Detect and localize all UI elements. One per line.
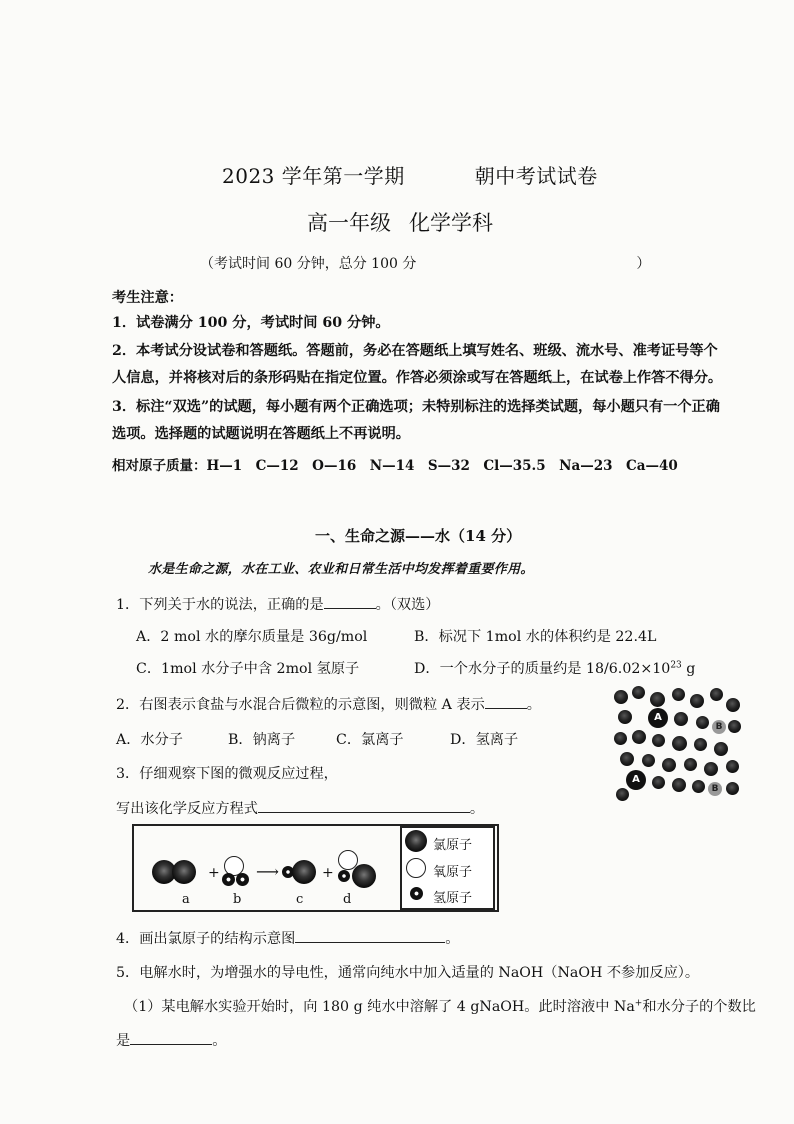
option-d-unit: g bbox=[681, 661, 696, 677]
notice-item-3-line-2: 选项。选择题的试题说明在答题纸上不再说明。 bbox=[112, 426, 410, 442]
chlorine-atom bbox=[172, 860, 196, 884]
exam-subtitle bbox=[307, 207, 493, 237]
particle bbox=[726, 782, 739, 795]
exam-info-close: ） bbox=[636, 256, 651, 272]
particle-b-label: B bbox=[708, 782, 722, 796]
particle bbox=[652, 776, 665, 789]
particle bbox=[632, 730, 646, 744]
answer-prefix: 是 bbox=[116, 1033, 131, 1049]
question-1-suffix: 。（双选） bbox=[375, 597, 440, 613]
particle bbox=[726, 698, 740, 712]
question-1-option-c: C．1mol 水分子中含 2mol 氢原子 bbox=[136, 661, 360, 677]
particle bbox=[710, 688, 723, 701]
hydrogen-atom bbox=[338, 870, 350, 882]
particle bbox=[632, 686, 645, 699]
particle bbox=[642, 754, 655, 767]
exam-info bbox=[200, 253, 650, 273]
hydrogen-legend-icon bbox=[410, 887, 423, 900]
particle-a-label: A bbox=[626, 770, 646, 790]
particle bbox=[650, 692, 665, 707]
answer-suffix: 。 bbox=[212, 1033, 227, 1049]
question-4-suffix: 。 bbox=[445, 931, 460, 947]
question-1-stem bbox=[116, 594, 440, 614]
section-title: 一、生命之源——水（14 分） bbox=[315, 527, 522, 545]
hydrogen-atom bbox=[236, 873, 249, 886]
particle bbox=[690, 694, 704, 708]
particle bbox=[672, 688, 685, 701]
product-c-label: c bbox=[296, 892, 304, 907]
particle bbox=[674, 712, 688, 726]
oxygen-legend-icon bbox=[406, 858, 426, 878]
question-2-option-b: B．钠离子 bbox=[228, 732, 296, 748]
exam-grade: 高一年级 bbox=[307, 211, 391, 235]
question-3-line-1: 3．仔细观察下图的微观反应过程， bbox=[116, 766, 338, 782]
plus-sign: + bbox=[208, 865, 220, 881]
question-4-stem bbox=[116, 928, 459, 948]
exam-info-text: （考试时间 60 分钟，总分 100 分 bbox=[200, 256, 417, 272]
particle bbox=[694, 738, 707, 751]
sodium-charge: + bbox=[634, 998, 643, 1009]
particle bbox=[616, 788, 629, 801]
section-intro: 水是生命之源，水在工业、农业和日常生活中均发挥着重要作用。 bbox=[148, 562, 534, 577]
chlorine-atom bbox=[352, 864, 376, 888]
question-5-sub-1-answer bbox=[116, 1030, 226, 1050]
question-5-sub-1 bbox=[124, 996, 756, 1016]
notice-item-1: 1．试卷满分 100 分，考试时间 60 分钟。 bbox=[112, 315, 390, 331]
question-2-option-a: A．水分子 bbox=[116, 732, 183, 748]
question-2-text: 2．右图表示食盐与水混合后微粒的示意图，则微粒 A 表示 bbox=[116, 697, 485, 713]
particle bbox=[726, 760, 739, 773]
notice-item-2-line-1: 2．本考试分设试卷和答题纸。答题前，务必在答题纸上填写姓名、班级、流水号、准考证号等个 bbox=[112, 343, 718, 359]
question-2-suffix: 。 bbox=[526, 697, 541, 713]
legend-oxygen-label: 氧原子 bbox=[433, 865, 473, 880]
salt-water-particle-figure bbox=[612, 686, 742, 804]
answer-blank bbox=[485, 694, 527, 709]
particle bbox=[684, 758, 697, 771]
particle bbox=[672, 778, 686, 792]
question-1-option-d bbox=[414, 658, 695, 678]
notice-item-2-line-2: 人信息，并将核对后的条形码贴在指定位置。作答必须涂或写在答题纸上，在试卷上作答不得分。 bbox=[112, 370, 723, 386]
particle bbox=[620, 752, 634, 766]
product-d-label: d bbox=[343, 892, 352, 907]
particle bbox=[672, 736, 687, 751]
particle bbox=[652, 734, 665, 747]
question-2-stem bbox=[116, 694, 541, 714]
question-1-text: 1．下列关于水的说法，正确的是 bbox=[116, 597, 324, 613]
particle bbox=[614, 690, 628, 704]
option-d-base: D．一个水分子的质量约是 18/6.02×10 bbox=[414, 661, 671, 677]
exam-title-type: 朝中考试试卷 bbox=[474, 164, 598, 188]
question-5-stem: 5．电解水时，为增强水的导电性，通常向纯水中加入适量的 NaOH（NaOH 不参加反应）。 bbox=[116, 965, 700, 981]
question-3-line-2 bbox=[116, 798, 484, 818]
particle bbox=[696, 716, 709, 729]
answer-blank bbox=[258, 798, 470, 813]
option-d-exponent: 23 bbox=[670, 660, 682, 671]
particle bbox=[692, 780, 705, 793]
question-1-option-b: B．标况下 1mol 水的体积约是 22.4L bbox=[414, 629, 657, 645]
notice-heading: 考生注意： bbox=[112, 290, 183, 306]
particle bbox=[614, 732, 627, 745]
answer-blank bbox=[130, 1030, 212, 1045]
plus-sign: + bbox=[322, 865, 334, 881]
question-2-option-d: D．氢离子 bbox=[450, 732, 519, 748]
question-4-text: 4．画出氯原子的结构示意图 bbox=[116, 931, 296, 947]
particle-a-label: A bbox=[648, 708, 668, 728]
atomic-masses: 相对原子质量：H—1 C—12 O—16 N—14 S—32 Cl—35.5 Na—23 Ca—40 bbox=[112, 458, 678, 474]
reactant-b-label: b bbox=[233, 892, 242, 907]
reactant-a-label: a bbox=[182, 892, 190, 907]
answer-blank bbox=[295, 928, 445, 943]
exam-subject: 化学学科 bbox=[409, 211, 493, 235]
notice-item-3-line-1: 3．标注“双选”的试题，每小题有两个正确选项；未特别标注的选择类试题，每小题只有一个正确 bbox=[112, 399, 720, 415]
question-3-text: 写出该化学反应方程式 bbox=[116, 801, 258, 817]
hydrogen-atom bbox=[222, 873, 235, 886]
answer-blank bbox=[324, 594, 376, 609]
exam-title-term: 2023 学年第一学期 bbox=[222, 164, 405, 188]
particle bbox=[714, 742, 728, 756]
chlorine-atom bbox=[292, 860, 316, 884]
question-3-suffix: 。 bbox=[469, 801, 485, 817]
exam-title bbox=[222, 160, 598, 189]
question-5-sub-1-text: （1）某电解水实验开始时，向 180 g 纯水中溶解了 4 gNaOH。此时溶液中 Na bbox=[124, 999, 635, 1015]
chlorine-legend-icon bbox=[405, 830, 427, 852]
question-1-option-a: A．2 mol 水的摩尔质量是 36g/mol bbox=[136, 629, 368, 645]
legend-chlorine-label: 氯原子 bbox=[433, 838, 473, 853]
particle-b-label: B bbox=[712, 720, 726, 734]
question-2-option-c: C．氯离子 bbox=[336, 732, 404, 748]
reaction-arrow: ⟶ bbox=[256, 862, 279, 881]
particle bbox=[728, 720, 741, 733]
particle bbox=[618, 710, 632, 724]
particle bbox=[704, 762, 718, 776]
legend-hydrogen-label: 氢原子 bbox=[433, 891, 473, 906]
particle bbox=[662, 758, 676, 772]
question-5-sub-1-tail: 和水分子的个数比 bbox=[642, 999, 756, 1015]
